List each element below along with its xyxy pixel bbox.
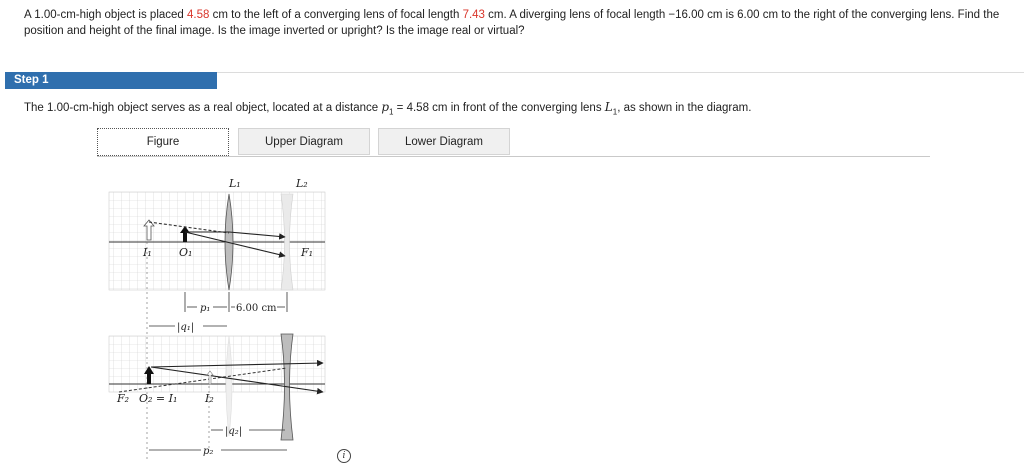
o1-label: O₁ <box>179 246 193 259</box>
problem-text-1: A 1.00-cm-high object is placed <box>24 9 188 21</box>
p-subscript: 1 <box>389 107 394 117</box>
i1-label: I₁ <box>143 246 152 259</box>
focal-length-value: 7.43 <box>462 9 485 21</box>
lens2-label: L₂ <box>296 177 308 190</box>
f1-label: F₁ <box>301 246 314 259</box>
info-icon[interactable]: i <box>337 449 351 463</box>
step-1-tab[interactable]: Step 1 <box>5 72 217 89</box>
o2-label: O₂ = I₁ <box>139 392 178 405</box>
lens-system-figure <box>105 160 335 460</box>
figure-tabs <box>97 128 930 157</box>
upper-grid <box>109 192 325 290</box>
problem-text-3: cm. A diverging lens of focal length −16.00 cm is 6.00 cm to the right of the converging lens. Find the position and height of the final image. Is the image inverted or upright? Is the image real or virtual? <box>24 9 1000 37</box>
lens-symbol: L <box>604 100 613 114</box>
tab-upper-diagram[interactable]: Upper Diagram <box>238 128 370 155</box>
step-text-2: = 4.58 cm in front of the converging lens <box>393 102 605 114</box>
step-explanation <box>24 100 751 116</box>
lens-separation-label: 6.00 cm <box>236 303 277 314</box>
p-symbol: p <box>381 100 390 114</box>
q1-dimension-label: |q₁| <box>177 322 195 333</box>
step-text-1: The 1.00-cm-high object serves as a real object, located at a distance <box>24 102 382 114</box>
lens1-label: L₁ <box>229 177 241 190</box>
step-text-3: , as shown in the diagram. <box>617 102 752 114</box>
problem-text-2: cm to the left of a converging lens of focal length <box>209 9 463 21</box>
i2-label: I₂ <box>205 392 214 405</box>
p1-dimension-label: p₁ <box>200 303 211 314</box>
tab-lower-diagram[interactable]: Lower Diagram <box>378 128 510 155</box>
upper-diagram <box>109 177 325 460</box>
problem-statement <box>24 7 1014 39</box>
q2-dimension-label: |q₂| <box>225 426 243 437</box>
lower-diagram <box>109 334 325 457</box>
p2-dimension-label: p₂ <box>203 446 214 457</box>
lens-subscript: 1 <box>612 107 618 117</box>
object-distance-value: 4.58 <box>187 9 210 21</box>
tab-figure[interactable]: Figure <box>97 128 229 156</box>
f2-label: F₂ <box>117 392 130 405</box>
